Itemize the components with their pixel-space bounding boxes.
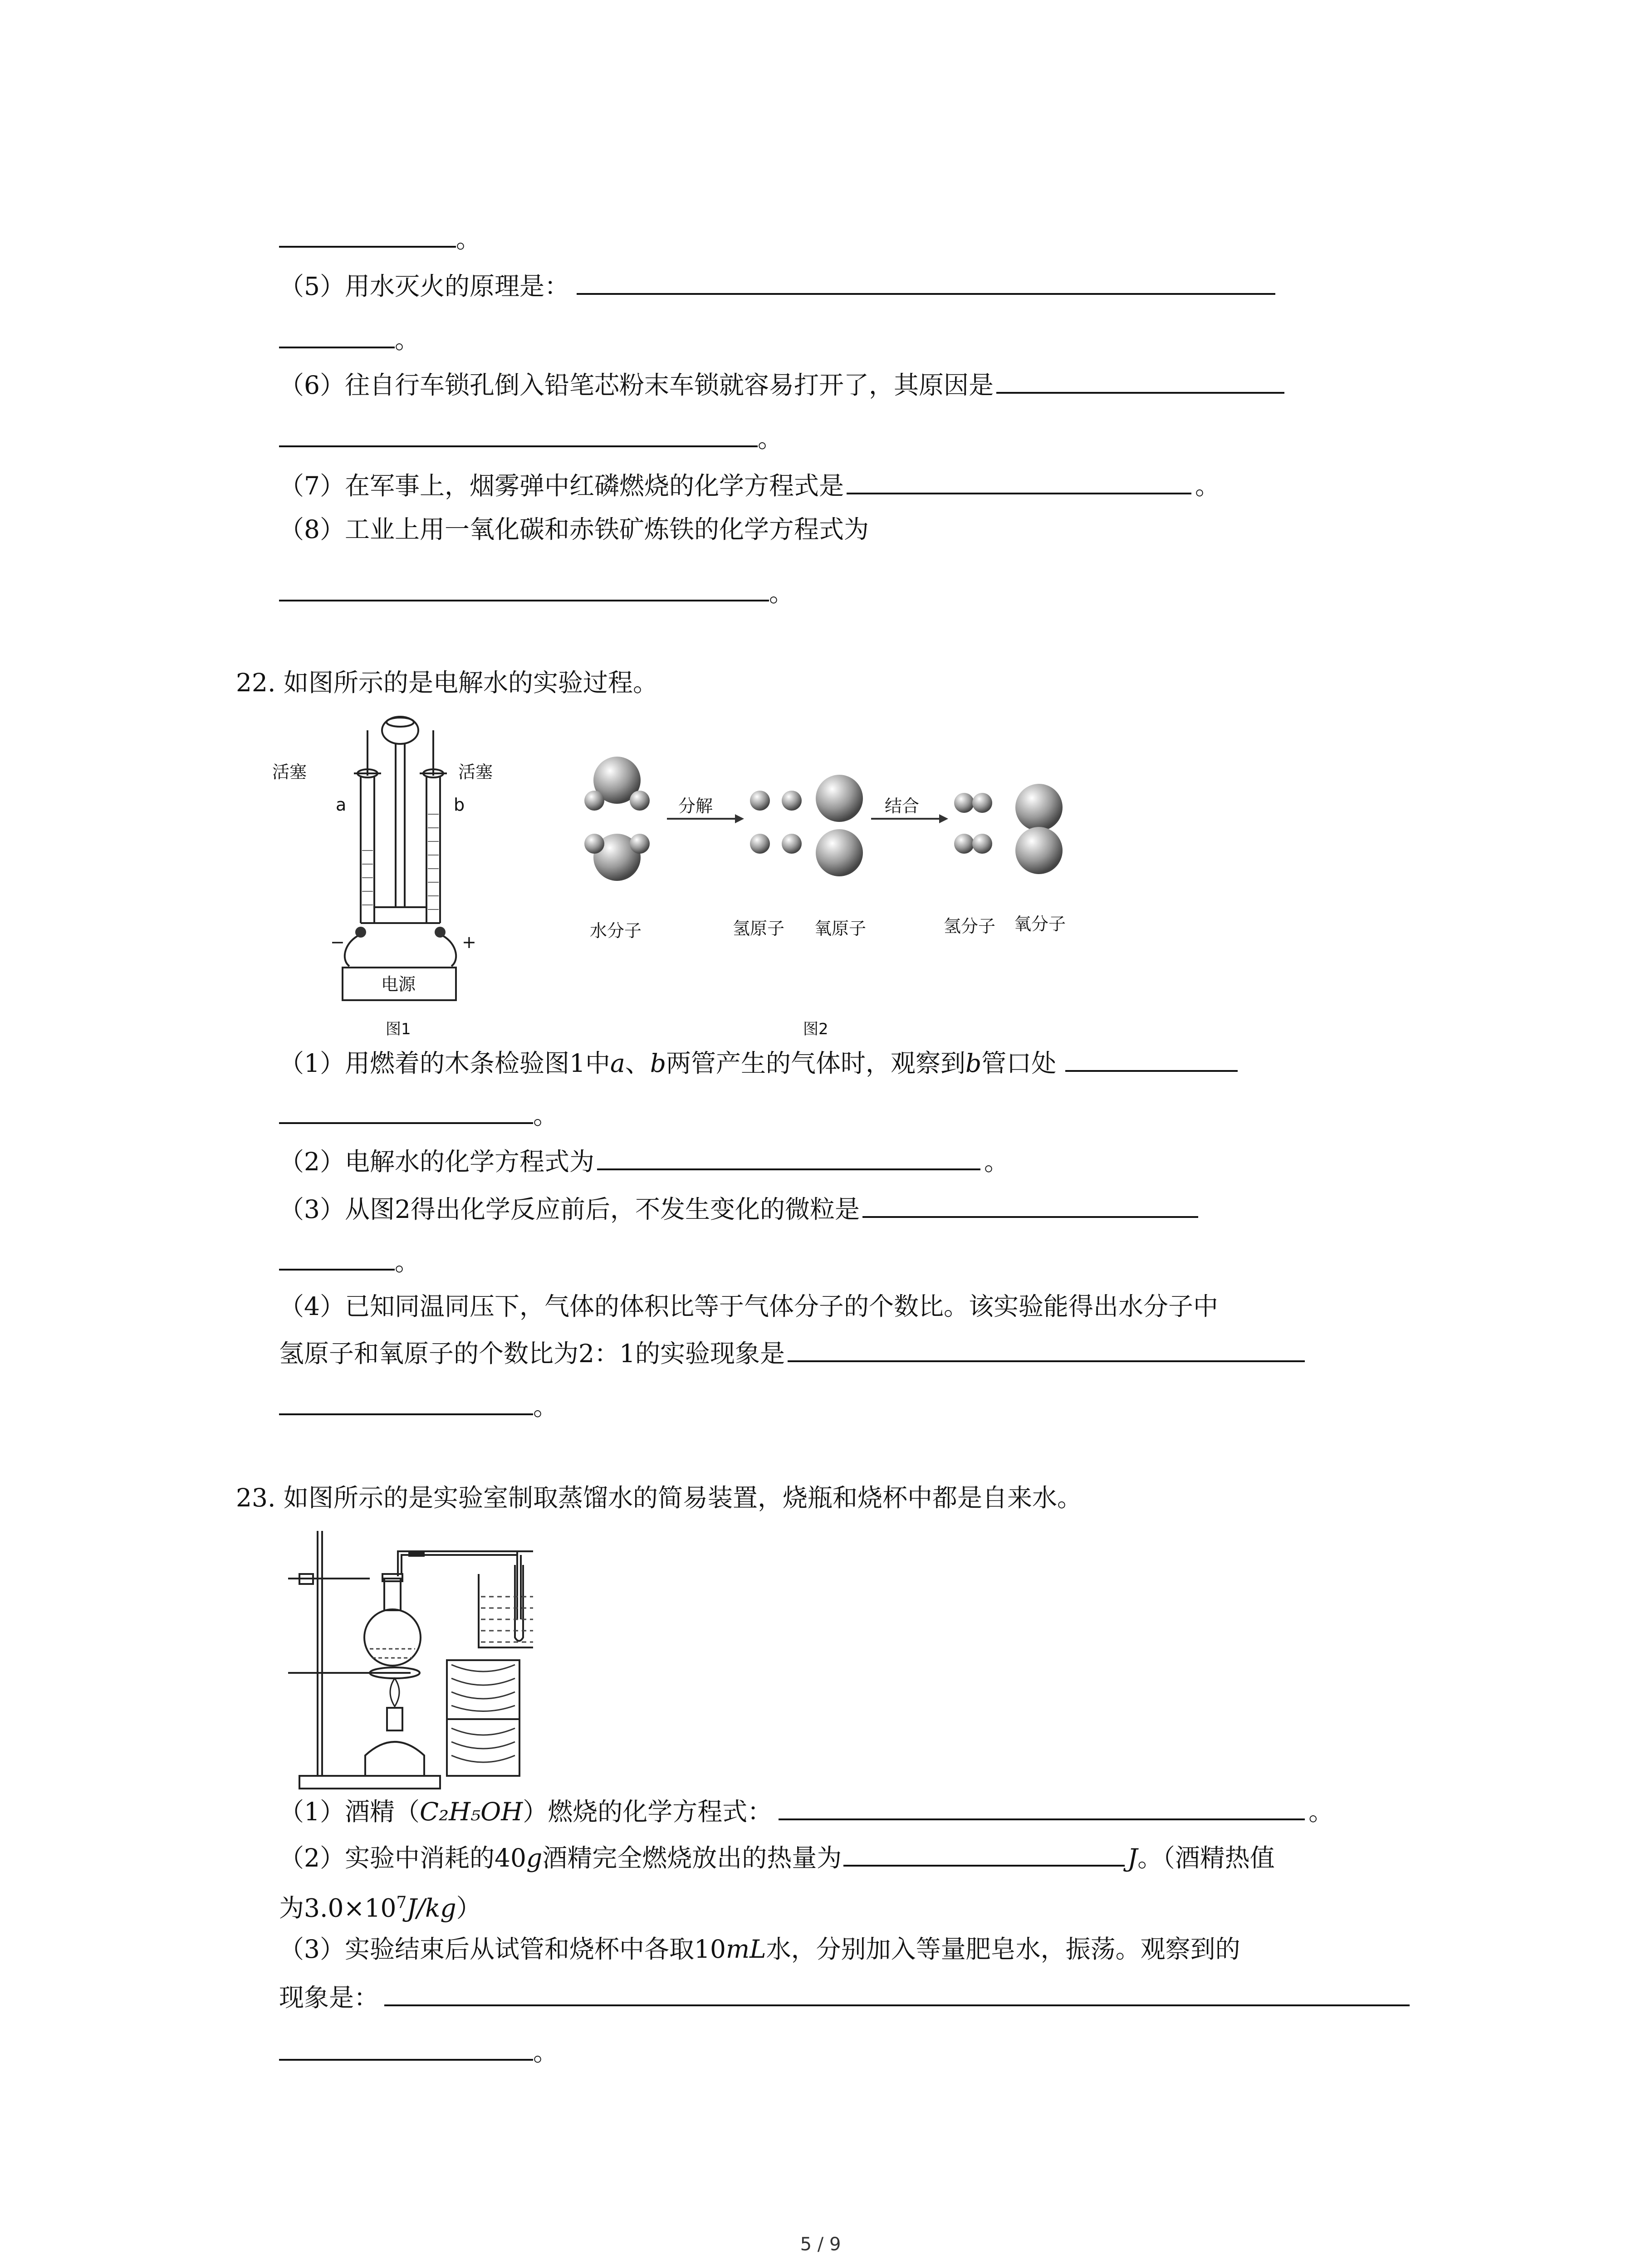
tube-b-label: b bbox=[454, 795, 465, 815]
answer-blank[interactable] bbox=[384, 1980, 1410, 2006]
answer-blank[interactable] bbox=[279, 322, 395, 348]
q22-part4-line1: （4）已知同温同压下，气体的体积比等于气体分子的个数比。该实验能得出水分子中 bbox=[279, 1292, 1218, 1321]
q23-part1: （1）酒精（C₂H₅OH）燃烧的化学方程式： 。 bbox=[279, 1794, 1333, 1828]
oxygen-atom-label: 氧原子 bbox=[814, 919, 867, 938]
q21-tail-line: 。 bbox=[279, 221, 481, 255]
q22-part1-cont: 。 bbox=[279, 1098, 558, 1131]
q21-part6-cont: 。 bbox=[279, 421, 783, 455]
tube-a-label: a bbox=[336, 795, 347, 815]
answer-blank[interactable] bbox=[1065, 1046, 1238, 1072]
q21-part8: （8）工业上用一氧化碳和赤铁矿炼铁的化学方程式为 bbox=[279, 515, 869, 544]
positive-terminal-label: + bbox=[462, 932, 476, 952]
stopcock-left-label: 活塞 bbox=[272, 762, 307, 782]
answer-blank[interactable] bbox=[847, 468, 1191, 494]
hydrogen-atom-label: 氢原子 bbox=[733, 919, 785, 938]
oxygen-molecule-label: 氧分子 bbox=[1014, 914, 1066, 934]
stopcock-right-label: 活塞 bbox=[458, 762, 493, 782]
molecule-diagram-figure bbox=[576, 744, 1089, 1043]
answer-blank[interactable] bbox=[788, 1336, 1305, 1362]
combine-arrow-label: 结合 bbox=[885, 796, 920, 816]
q22-part4-line2: 氢原子和氧原子的个数比为2：1的实验现象是 bbox=[279, 1336, 1305, 1369]
power-supply-label: 电源 bbox=[381, 974, 416, 994]
q23-stem: 23. 如图所示的是实验室制取蒸馏水的简易装置，烧瓶和烧杯中都是自来水。 bbox=[236, 1483, 1082, 1512]
answer-blank[interactable] bbox=[779, 1794, 1305, 1820]
decompose-arrow-label: 分解 bbox=[678, 796, 713, 816]
answer-blank[interactable] bbox=[279, 2034, 533, 2061]
water-molecule-label: 水分子 bbox=[590, 921, 642, 941]
q21-part5-cont: 。 bbox=[279, 322, 420, 356]
q21-part7: （7）在军事上，烟雾弹中红磷燃烧的化学方程式是 。 bbox=[279, 468, 1220, 502]
figure1-caption: 图1 bbox=[386, 1020, 411, 1038]
q21-part5: （5）用水灭火的原理是： bbox=[279, 269, 1275, 302]
q23-part3-line2: 现象是： bbox=[279, 1980, 1410, 2014]
answer-blank[interactable] bbox=[279, 1389, 533, 1415]
q22-part4-cont: 。 bbox=[279, 1389, 558, 1422]
q23-part2: （2）实验中消耗的40g酒精完全燃烧放出的热量为 J。（酒精热值 bbox=[279, 1840, 1275, 1874]
negative-terminal-label: − bbox=[330, 932, 345, 952]
q22-part3: （3）从图2得出化学反应前后，不发生变化的微粒是 bbox=[279, 1192, 1198, 1225]
answer-blank[interactable] bbox=[577, 269, 1275, 295]
answer-blank[interactable] bbox=[597, 1144, 980, 1170]
q23-part3-cont: 。 bbox=[279, 2034, 558, 2068]
answer-blank[interactable] bbox=[279, 1098, 533, 1124]
hydrogen-molecule-label: 氢分子 bbox=[944, 916, 996, 936]
q22-part3-cont: 。 bbox=[279, 1244, 420, 1278]
answer-blank[interactable] bbox=[996, 367, 1284, 394]
q22-stem: 22. 如图所示的是电解水的实验过程。 bbox=[236, 668, 658, 697]
answer-blank[interactable] bbox=[862, 1192, 1198, 1218]
answer-blank[interactable] bbox=[279, 421, 758, 447]
distillation-apparatus-figure bbox=[279, 1529, 533, 1794]
page-number: 5 / 9 bbox=[800, 2234, 841, 2255]
answer-blank[interactable] bbox=[279, 575, 769, 601]
electrolysis-apparatus-figure bbox=[272, 705, 526, 1041]
q21-part8-cont: 。 bbox=[279, 575, 794, 609]
q23-part3-line1: （3）实验结束后从试管和烧杯中各取10mL水，分别加入等量肥皂水，振荡。观察到的 bbox=[279, 1935, 1240, 1964]
answer-blank[interactable] bbox=[843, 1840, 1125, 1867]
q22-part1: （1）用燃着的木条检验图1中a、b两管产生的气体时，观察到b管口处 bbox=[279, 1046, 1238, 1079]
answer-blank[interactable] bbox=[279, 221, 456, 248]
q21-part6: （6）往自行车锁孔倒入铅笔芯粉末车锁就容易打开了，其原因是 bbox=[279, 367, 1284, 401]
figure2-caption: 图2 bbox=[803, 1020, 828, 1038]
answer-blank[interactable] bbox=[279, 1244, 395, 1271]
q23-part2-line2: 为$3.0\times 10^7J/kg$） bbox=[279, 1893, 481, 1923]
q22-part2: （2）电解水的化学方程式为 。 bbox=[279, 1144, 1009, 1178]
